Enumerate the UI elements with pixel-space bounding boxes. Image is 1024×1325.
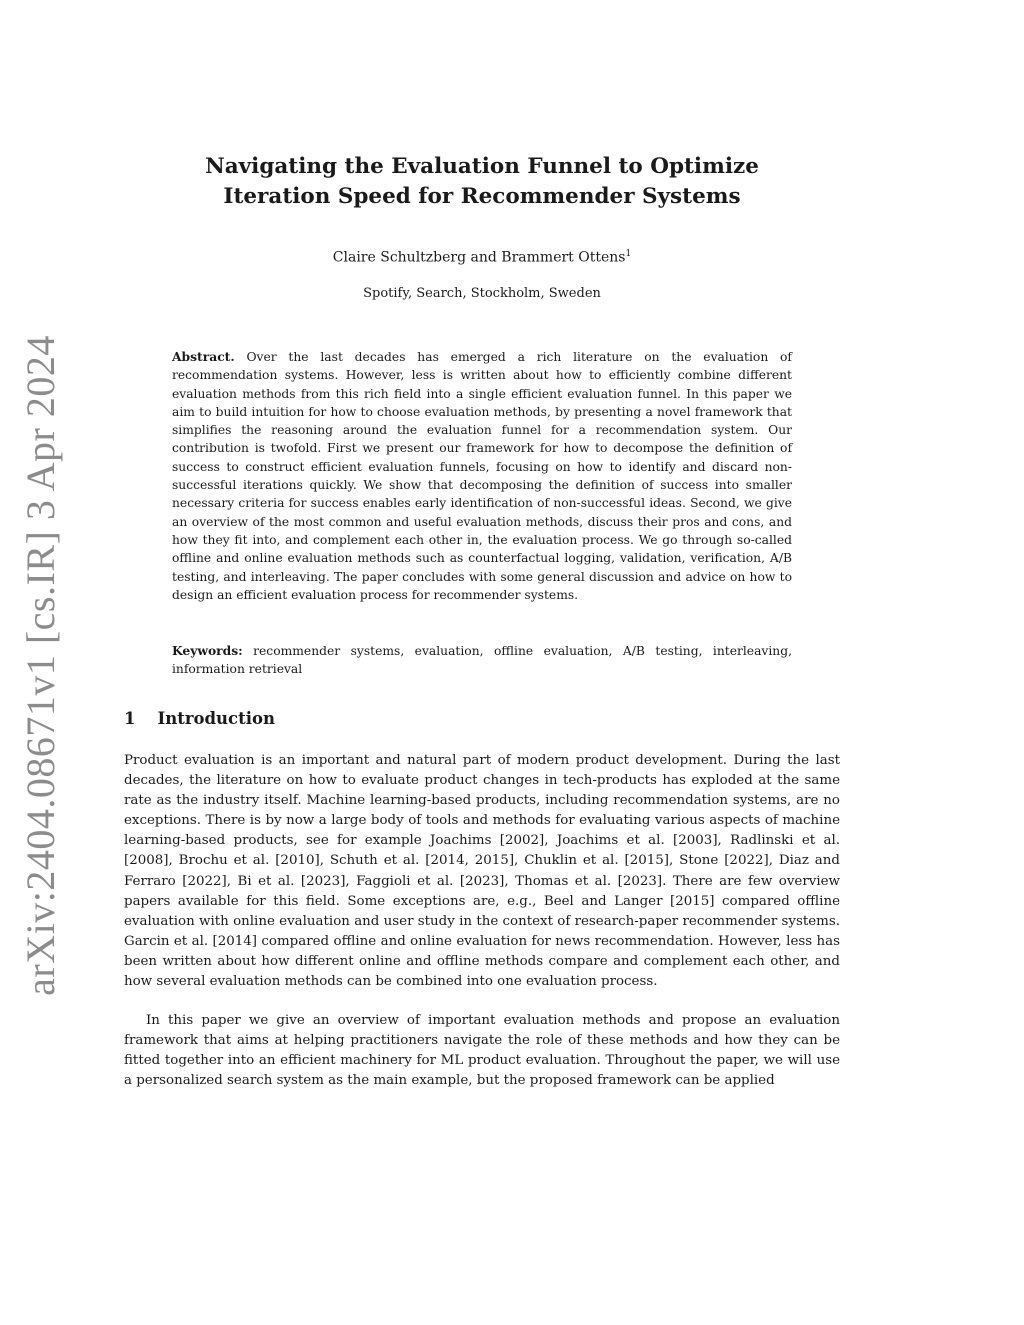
affiliation: Spotify, Search, Stockholm, Sweden: [363, 286, 601, 301]
keywords-text: recommender systems, evaluation, offline evaluation, A/B testing, interleaving, information retrieval: [172, 644, 792, 677]
abstract: [172, 348, 792, 604]
arxiv-identifier: arXiv:2404.08671v1 [cs.IR] 3 Apr 2024: [17, 334, 63, 996]
author-line: [250, 249, 714, 266]
keywords: [172, 642, 792, 679]
keywords-label: Keywords:: [172, 643, 243, 658]
body-paragraph: Product evaluation is an important and natural part of modern product development. During the last decades, the literature on how to evaluate product changes in tech-products has exploded at the same rate as the industry itself. Machine learning-based products, including recommendation systems, are no exceptions. There is by now a large body of tools and methods for evaluating various aspects of machine learning-based products, see for example Joachims [2002], Joachims et al. [2003], Radlinski et al. [2008], Brochu et al. [2010], Schuth et al. [2014, 2015], Chuklin et al. [2015], Stone [2022], Diaz and Ferraro [2022], Bi et al. [2023], Faggioli et al. [2023], Thomas et al. [2023]. There are few overview papers available for this field. Some exceptions are, e.g., Beel and Langer [2015] compared offline evaluation with online evaluation and user study in the context of research-paper recommender systems. Garcin et al. [2014] compared offline and online evaluation for news recommendation. However, less has been written about how different online and offline methods compare and complement each other, and how several evaluation methods can be combined into one evaluation process.: [124, 753, 840, 990]
author-affiliation-marker: 1: [625, 249, 632, 259]
section-heading-introduction: [124, 709, 275, 728]
body-paragraph: In this paper we give an overview of important evaluation methods and propose an evaluation framework that aims at helping practitioners navigate the role of these methods and how they can be fitted together into an efficient machinery for ML product evaluation. Throughout the paper, we will use a personalized search system as the main example, but the proposed framework can be applied: [124, 1013, 840, 1089]
abstract-text: Over the last decades has emerged a rich literature on the evaluation of recommendation systems. However, less is written about how to efficiently combine different evaluation methods from this rich field into a single efficient evaluation funnel. In this paper we aim to build intuition for how to choose evaluation methods, by presenting a novel framework that simplifies the reasoning around the evaluation funnel for a recommendation system. Our contribution is twofold. First we present our framework for how to decompose the definition of success to construct efficient evaluation funnels, focusing on how to identify and discard non-successful iterations quickly. We show that decomposing the definition of success into smaller necessary criteria for success enables early identification of non-successful ideas. Second, we give an overview of the most common and useful evaluation methods, discuss their pros and cons, and how they fit into, and complement each other in, the evaluation process. We go through so-called offline and online evaluation methods such as counterfactual logging, validation, verification, A/B testing, and interleaving. The paper concludes with some general discussion and advice on how to design an efficient evaluation process for recommender systems.: [172, 350, 792, 602]
abstract-label: Abstract.: [172, 349, 235, 364]
arxiv-side-stamp: [8, 334, 72, 996]
paper-title: Navigating the Evaluation Funnel to Optimize Iteration Speed for Recommender Systems: [205, 154, 759, 209]
author-names: Claire Schultzberg and Brammert Ottens: [332, 249, 626, 266]
section-number: 1: [124, 709, 136, 728]
section-title: Introduction: [157, 709, 275, 728]
